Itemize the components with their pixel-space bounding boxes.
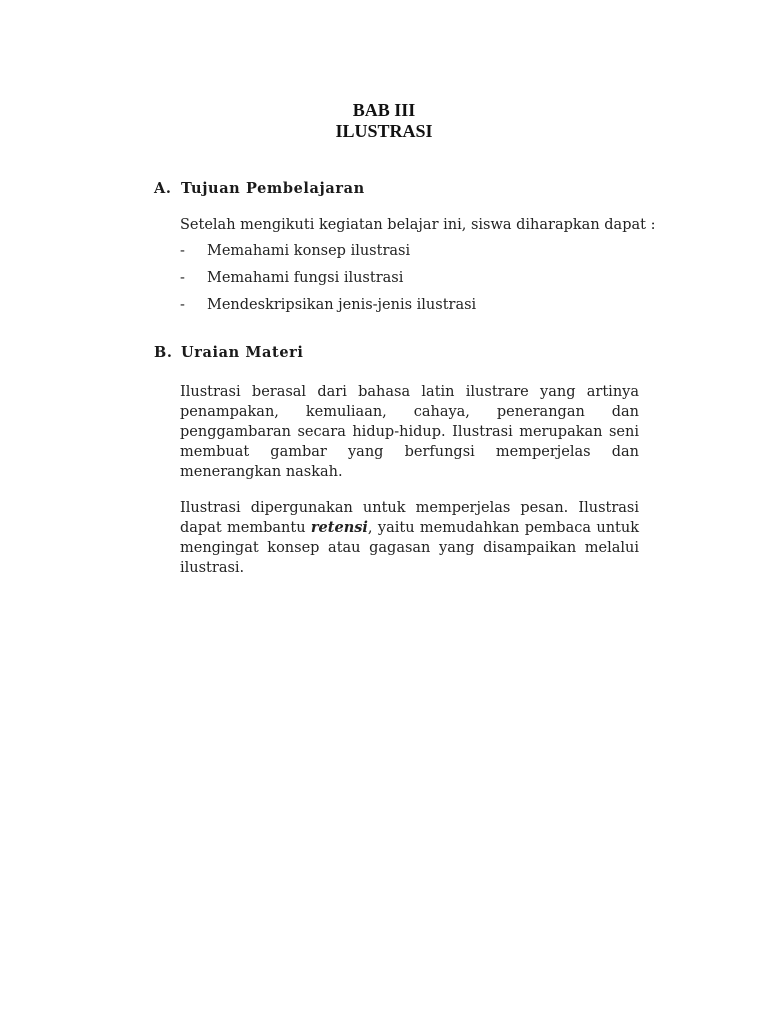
body-paragraph-1: Ilustrasi berasal dari bahasa latin ilustrare yang artinya penampakan, kemuliaan, cahaya, penerangan dan penggambaran secara hidup-hidup. Ilustrasi merupakan seni membuat gambar yang berfungsi memperjelas dan menerangkan naskah. [180,384,639,480]
section-letter-b: B. [154,344,173,361]
emphasized-term: retensi [310,519,368,536]
section-title-a: Tujuan Pembelajaran [181,180,365,197]
objective-text: Mendeskripsikan jenis-jenis ilustrasi [207,297,477,313]
objectives-list [180,241,640,322]
paragraph-2-text-end: , yaitu memudahkan pembaca untuk mengingat konsep atau gagasan yang disampaikan melalui ilustrasi. [180,520,639,576]
objective-text: Memahami konsep ilustrasi [207,243,411,259]
list-item [180,295,640,322]
chapter-title-block [0,100,768,142]
section-heading-b [154,344,304,361]
list-item [180,241,640,268]
bullet-dash: - [180,243,185,259]
chapter-number: BAB III [352,100,416,120]
body-paragraph-2 [180,498,639,578]
section-heading-a [154,180,365,197]
bullet-dash: - [180,297,185,313]
bullet-dash: - [180,270,185,286]
list-item [180,268,640,295]
objective-text: Memahami fungsi ilustrasi [207,270,404,286]
paragraph-2-text: Ilustrasi dipergunakan untuk memperjelas pesan. Ilustrasi dapat membantu [180,500,639,536]
chapter-title: ILUSTRASI [335,121,433,141]
section-title-b: Uraian Materi [181,344,304,361]
section-letter-a: A. [154,180,172,197]
objectives-intro: Setelah mengikuti kegiatan belajar ini, siswa diharapkan dapat : [180,217,656,233]
